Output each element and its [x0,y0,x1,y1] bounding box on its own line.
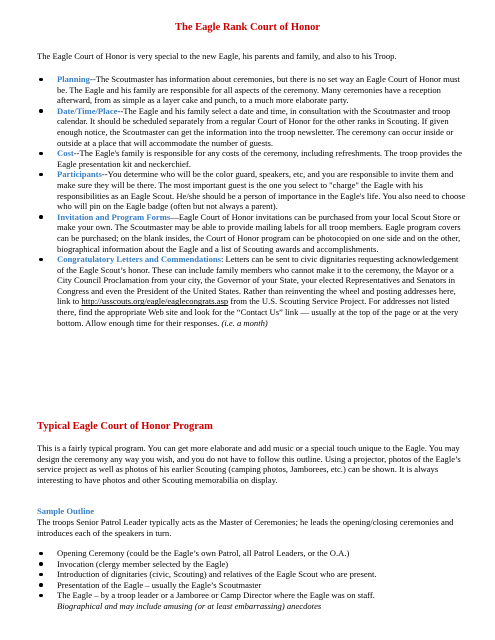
bullet-lead: Date/Time/Place [57,105,118,116]
bullet-text: --The Eagle and his family select a date and time, in consultation with the Scoutmaster and troop calendar. It should be scheduled separately from a regular Court of Honor for the other ranks in Scouting. If given enough notice, the Scoutmaster can get the information into the troop newsletter. The ceremony can occur inside or outside at a place that will accommodate the number of guests. [57,105,454,148]
outline-item: Invocation (clergy member selected by the Eagle) [37,559,467,570]
bullet-text: : Letters can be sent to civic dignitaries requesting acknowledgement of the Eagle Scout’s honor. These can include family members who cannot make it to the ceremony, the Mayor or a City Council Proclamation from your city, the Governor of your State, your elected Representatives and Senators in Congress and even the President of the United States. Rather than reinventing the wheel and posting addresses here, link to [57,254,459,307]
eaglecongrats-link[interactable]: http://usscouts.org/eagle/eaglecongrats.asp [81,296,229,307]
bullet-text: from the U.S. Scouting Service Project. For addresses not listed there, find the appropriate Web site and look for the “Contact Us” link — usually at the top of the page or at the very bottom. Allow enough time for their responses. [57,296,459,328]
bullet-lead: Invitation and Program Forms [57,211,171,222]
list-item-invitations [37,212,467,254]
outline-list [37,548,467,612]
outline-item-last [37,590,467,611]
bullet-lead: Congratulatory Letters and Commendations [57,254,221,265]
list-item-letters [37,254,467,328]
list-item-planning [37,74,467,106]
outline-item: Introduction of dignitaries (civic, Scouting) and relatives of the Eagle Scout who are present. [37,569,467,580]
intro-paragraph: The Eagle Court of Honor is very special to the new Eagle, his parents and family, and also to his Troop. [37,51,397,61]
list-item-participants [37,169,467,211]
list-item-cost [37,148,467,169]
sample-outline-heading: Sample Outline [37,506,95,516]
bullet-lead: Cost [57,148,74,159]
sample-outline-paragraph: The troops Senior Patrol Leader typically acts as the Master of Ceremonies; he leads the opening/closing ceremonies and introduces each of the speakers in turn. [37,517,454,538]
list-item-date-time-place [37,106,467,148]
section-heading: Typical Eagle Court of Honor Program [37,421,213,432]
guidelines-list [37,74,467,328]
section-paragraph: This is a fairly typical program. You can get more elaborate and add music or a special touch unique to the Eagle. You may design the ceremony any way you wish, and you do not have to follow this outline. Using a projector, photos of the Eagle’s service project as well as photos of his earlier Scouting (camping photos, Jamborees, etc.) can be shown. It is always interesting to have photos and other Scouting memorabilia on display. [37,443,461,485]
page-title: The Eagle Rank Court of Honor [175,22,320,33]
bullet-text: —Eagle Court of Honor invitations can be purchased from your local Scout Store or make your own. The Scoutmaster may be able to provide mailing labels for all troop members. Eagle program covers can be purchased; on the blank insides, the Court of Honor program can be photocopied on one side and on the other, biographical information about the Eagle and a list of Scouting awards and accomplishments. [57,211,461,254]
bullet-lead: Participants [57,169,102,180]
outline-item: Opening Ceremony (could be the Eagle’s own Patrol, all Patrol Leaders, or the O.A.) [37,548,467,559]
bullet-note: (i.e. a month) [221,317,268,328]
outline-item-text: The Eagle – by a troop leader or a Jamboree or Camp Director where the Eagle was on staff. [57,590,375,601]
bullet-text: --The Eagle's family is responsible for any costs of the ceremony, including refreshments. The troop provides the Eagle presentation kit and neckerchief. [57,148,463,169]
outline-item: Presentation of the Eagle – usually the Eagle’s Scoutmaster [37,580,467,591]
bullet-text: --The Scoutmaster has information about ceremonies, but there is no set way an Eagle Court of Honor must be. The Eagle and his family are responsible for all aspects of the ceremony. Many ceremonies have a reception afterward, from as simple as a layer cake and punch, to a much more elaborate party. [57,74,460,106]
outline-item-note: Biographical and may include amusing (or at least embarrassing) anecdotes [57,600,322,611]
bullet-text: --You determine who will be the color guard, speakers, etc, and you are responsible to invite them and make sure they will be there. The most important guest is the one you select to "charge" the Eagle with his responsibilities as an Eagle Scout. He/she should be a person of importance in the Eagle's life. You also need to choose who will pin on the Eagle badge (often but not always a parent). [57,169,466,212]
bullet-lead: Planning [57,74,90,84]
